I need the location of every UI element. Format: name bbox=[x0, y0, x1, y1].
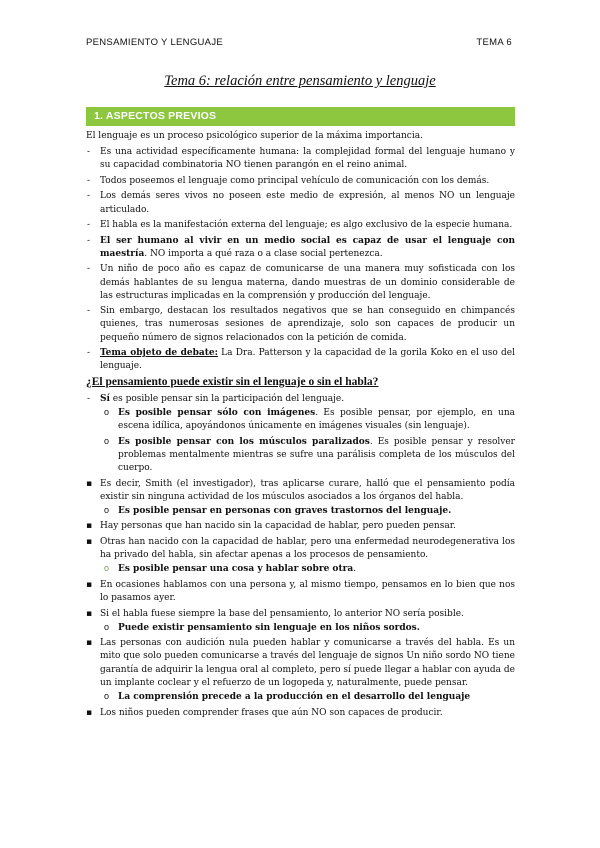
sub-list bbox=[100, 622, 515, 635]
bold-text: Es posible pensar una cosa y hablar sobre otra bbox=[118, 564, 354, 575]
page-title bbox=[0, 73, 600, 90]
bold-text: Es posible pensar sólo con imágenes bbox=[118, 408, 316, 419]
list-item: ▪ Los niños pueden comprender frases que aún NO son capaces de producir. bbox=[86, 707, 515, 720]
sub-list-item bbox=[100, 563, 515, 576]
sub-list-item bbox=[100, 407, 515, 433]
sub-list-item bbox=[100, 691, 515, 704]
item-text: Otras han nacido con la capacidad de hablar, pero una enfermedad neurodegenerativa los ha privado del habla, sin afectar apenas a los procesos de pensamiento. bbox=[100, 536, 515, 561]
list-item: ▪ Hay personas que han nacido sin la capacidad de hablar, pero pueden pensar. bbox=[86, 520, 515, 533]
bold-text: Es posible pensar en personas con graves trastornos del lenguaje. bbox=[118, 505, 452, 516]
item-text: Si el habla fuese siempre la base del pensamiento, lo anterior NO sería posible. bbox=[100, 608, 464, 619]
list-item: - Todos poseemos el lenguaje como principal vehículo de comunicación con los demás. bbox=[86, 175, 515, 188]
document-body bbox=[86, 130, 515, 722]
list-item: - Es una actividad específicamente humana: la complejidad formal del lenguaje humano y su capacidad combinatoria NO tienen parangón en el reino animal. bbox=[86, 146, 515, 172]
bold-text: La comprensión precede a la producción en el desarrollo del lenguaje bbox=[118, 692, 471, 703]
sub-list-item bbox=[100, 622, 515, 635]
sub-list bbox=[100, 505, 515, 518]
item-text: . Es posible pensar y resolver problemas mentalmente mientras se sufre una parálisis completa de los músculos del cuerpo. bbox=[118, 436, 515, 474]
item-text: Las personas con audición nula pueden hablar y comunicarse a través del habla. Es un mito que solo pueden comunicarse a través del lenguaje de signos Un niño sordo NO tiene garantía de adquirir la lengua oral al completo, pero sí puede llegar a hablar con ayuda de un implante coclear y el refuerzo de un logopeda y, naturalmente, puede pensar. bbox=[100, 638, 515, 688]
list-item bbox=[86, 637, 515, 704]
bold-text: Es posible pensar con los músculos paralizados bbox=[118, 436, 370, 447]
list-item bbox=[86, 608, 515, 635]
list-item bbox=[86, 478, 515, 519]
page-header bbox=[86, 37, 512, 51]
sub-list bbox=[100, 407, 515, 475]
list-item: ▪ En ocasiones hablamos con una persona y, al mismo tiempo, pensamos en lo bien que nos lo pasamos ayer. bbox=[86, 579, 515, 605]
list-item bbox=[86, 347, 515, 373]
evidence-list bbox=[86, 478, 515, 720]
question-heading: ¿El pensamiento puede existir sin el lenguaje o sin el habla? bbox=[86, 375, 379, 388]
list-item: - El habla es la manifestación externa del lenguaje; es algo exclusivo de la especie humana. bbox=[86, 219, 515, 232]
debate-label: Tema objeto de debate: bbox=[100, 348, 218, 359]
sub-list-item bbox=[100, 505, 515, 518]
page-title-text: Tema 6: relación entre pensamiento y lenguaje bbox=[164, 73, 436, 89]
item-text: . bbox=[353, 564, 357, 575]
sub-list bbox=[100, 563, 515, 576]
item-text: . Es posible pensar, por ejemplo, en una escena idílica, apoyándonos únicamente en imágenes visuales (sin lenguaje). bbox=[118, 408, 515, 432]
bold-text: El ser humano al vivir en un medio social es capaz de usar el lenguaje con maestría bbox=[100, 235, 515, 259]
header-subject: PENSAMIENTO Y LENGUAJE bbox=[86, 37, 224, 48]
list-item bbox=[86, 235, 515, 261]
header-topic: TEMA 6 bbox=[476, 37, 512, 48]
list-item: - Un niño de poco año es capaz de comunicarse de una manera muy sofisticada con los demás hablantes de su lengua materna, dando muestras de un dominio considerable de las estructuras implicadas en la comprensión y producción del lenguaje. bbox=[86, 263, 515, 303]
item-text: Es decir, Smith (el investigador), tras aplicarse curare, halló que el pensamiento podía existir sin ninguna actividad de los músculos asociados a los órganos del habla. bbox=[100, 478, 515, 502]
bold-text: Sí bbox=[100, 394, 110, 405]
section-heading: 1. ASPECTOS PREVIOS bbox=[86, 107, 515, 126]
item-text: es posible pensar sin la participación del lenguaje. bbox=[109, 394, 345, 405]
list-item: - Sin embargo, destacan los resultados negativos que se han conseguido en chimpancés quienes, tras numerosas sesiones de aprendizaje, solo son capaces de producir un pequeño número de signos relacionados con la petición de comida. bbox=[86, 305, 515, 345]
previous-aspects-list bbox=[86, 146, 515, 373]
list-item bbox=[86, 536, 515, 577]
sub-list-item bbox=[100, 436, 515, 476]
bold-text: Puede existir pensamiento sin lenguaje en los niños sordos. bbox=[118, 622, 420, 633]
sub-list bbox=[100, 691, 515, 704]
intro-paragraph: El lenguaje es un proceso psicológico superior de la máxima importancia. bbox=[86, 131, 423, 141]
item-text: La Dra. Patterson y la capacidad de la gorila Koko en el uso del lenguaje. bbox=[100, 348, 516, 372]
list-item: - Los demás seres vivos no poseen este medio de expresión, al menos NO un lenguaje articulado. bbox=[86, 190, 515, 216]
list-item bbox=[86, 393, 515, 475]
question-list bbox=[86, 393, 515, 475]
item-text: . NO importa a qué raza o a clase social pertenezca. bbox=[144, 248, 383, 259]
